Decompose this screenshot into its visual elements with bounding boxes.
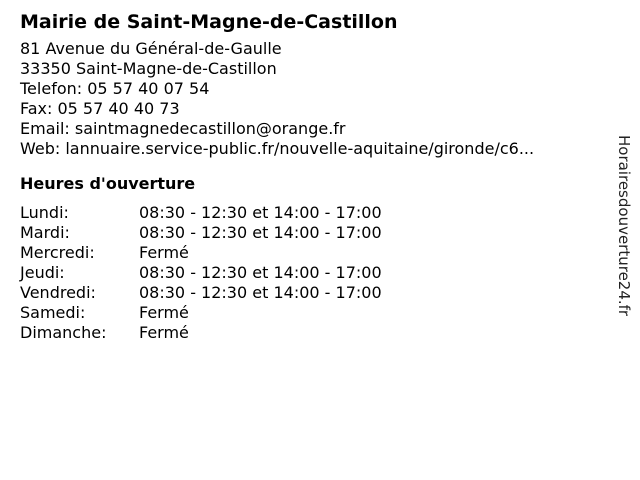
time-value: Fermé [139, 303, 189, 322]
time-value: 08:30 - 12:30 et 14:00 - 17:00 [139, 223, 382, 242]
hours-row-thursday [20, 263, 600, 283]
hours-row-wednesday [20, 243, 600, 263]
day-label: Dimanche: [20, 323, 107, 342]
fax-line: Fax: 05 57 40 40 73 [20, 99, 180, 118]
day-label: Lundi: [20, 203, 69, 222]
day-label: Vendredi: [20, 283, 96, 302]
address-line-1: 81 Avenue du Général-de-Gaulle [20, 39, 282, 58]
hours-row-saturday [20, 303, 600, 323]
time-value: 08:30 - 12:30 et 14:00 - 17:00 [139, 283, 382, 302]
day-label: Samedi: [20, 303, 86, 322]
time-value: Fermé [139, 323, 189, 342]
hours-row-sunday [20, 323, 600, 343]
phone-line: Telefon: 05 57 40 07 54 [20, 79, 210, 98]
opening-hours-heading: Heures d'ouverture [20, 174, 196, 193]
time-value: Fermé [139, 243, 189, 262]
website-line: Web: lannuaire.service-public.fr/nouvelle-aquitaine/gironde/c6... [20, 139, 535, 158]
day-label: Mercredi: [20, 243, 95, 262]
time-value: 08:30 - 12:30 et 14:00 - 17:00 [139, 263, 382, 282]
day-label: Jeudi: [20, 263, 65, 282]
site-watermark: Horairesdouverture24.fr [615, 135, 633, 317]
hours-row-monday [20, 203, 600, 223]
hours-row-tuesday [20, 223, 600, 243]
page-title: Mairie de Saint-Magne-de-Castillon [20, 11, 398, 33]
opening-hours-table [20, 203, 600, 343]
hours-row-friday [20, 283, 600, 303]
day-label: Mardi: [20, 223, 70, 242]
time-value: 08:30 - 12:30 et 14:00 - 17:00 [139, 203, 382, 222]
contact-card [20, 8, 600, 343]
email-line: Email: saintmagnedecastillon@orange.fr [20, 119, 346, 138]
address-line-2: 33350 Saint-Magne-de-Castillon [20, 59, 277, 78]
